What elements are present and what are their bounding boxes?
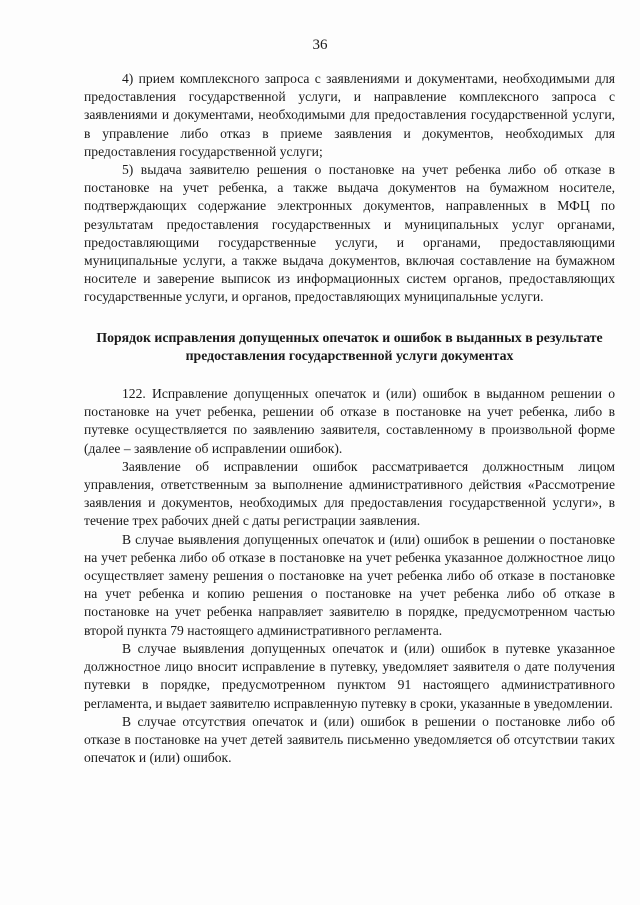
paragraph-decision-errors: В случае выявления допущенных опечаток и (или) ошибок в решении о постановке на учет ребенка либо об отказе в постановке на учет ребенка указанное должностное лицо осуществляет замену решения о постановке на учет ребенка либо об отказе в постановке на учет ребенка и копию решения о постановке на учет ребенка либо об отказе в постановке на учет ребенка направляет заявителю в порядке, предусмотренном частью второй пункта 79 настоящего административного регламента. [84,531,615,638]
section-heading: Порядок исправления допущенных опечаток и ошибок в выданных в результате предоставления государственной услуги документах [96,329,603,363]
page-number: 36 [312,37,328,53]
paragraph-item-5: 5) выдача заявителю решения о постановке на учет ребенка либо об отказе в постановке на учет ребенка, а также выдача документов на бумажном носителе, подтверждающих содержание электронных документов, направленных в МФЦ по результатам предоставления государственных и муниципальных услуг органами, предоставляющими государственные услуги, и органами, предоставляющими муниципальные услуги, а также выдача документов, включая составление на бумажном носителе и заверение выписок из информационных систем органов, предоставляющих государственные услуги, и органов, предоставляющих муниципальные услуги. [84,162,615,305]
document-body [84,70,615,767]
paragraph-122: 122. Исправление допущенных опечаток и (или) ошибок в выданном решении о постановке на учет ребенка, решении об отказе в постановке на учет ребенка, либо в путевке осуществляется по заявлению заявителя, составленному в произвольной форме (далее – заявление об исправлении ошибок). [84,386,615,456]
paragraph-voucher-errors: В случае выявления допущенных опечаток и (или) ошибок в путевке указанное должностное лицо вносит исправление в путевку, уведомляет заявителя о дате получения путевки в порядке, предусмотренном пунктом 91 настоящего административного регламента, и выдает заявителю исправленную путевку в сроки, указанные в уведомлении. [84,640,615,711]
paragraph-item-4: 4) прием комплексного запроса с заявлениями и документами, необходимыми для предоставления государственной услуги, и направление комплексного запроса с заявлениями и документами, необходимыми для предоставления государственной услуги, в управление либо отказ в приеме заявления и документов, необходимых для предоставления государственной услуги; [84,71,615,159]
paragraph-no-errors: В случае отсутствия опечаток и (или) ошибок в решении о постановке либо об отказе в постановке на учет детей заявитель письменно уведомляется об отсутствии таких опечаток и (или) ошибок. [84,713,615,766]
paragraph-review: Заявление об исправлении ошибок рассматривается должностным лицом управления, ответственным за выполнение административного действия «Рассмотрение заявления и документов, необходимых для предоставления государственной услуги», в течение трех рабочих дней с даты регистрации заявления. [84,458,615,529]
